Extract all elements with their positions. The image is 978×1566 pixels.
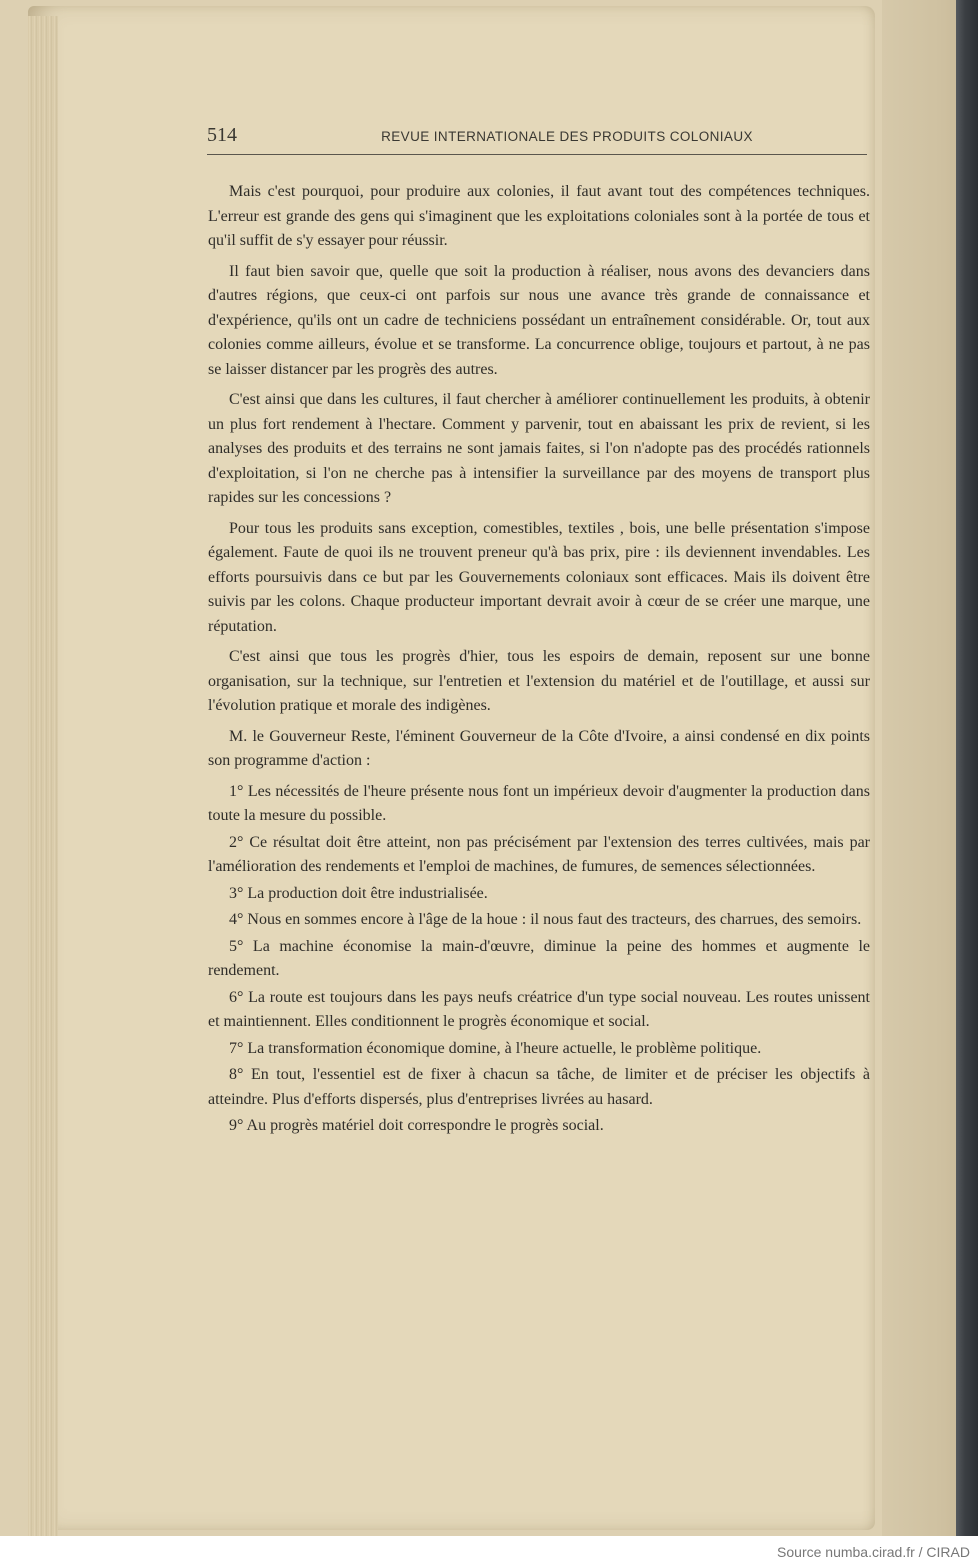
paragraph: C'est ainsi que tous les progrès d'hier, tous les espoirs de demain, reposent sur une bonne organisation, sur la technique, sur l'entretien et l'extension du matériel et de l'outillage, et aussi sur l'évolution pratique et morale des indigènes.: [208, 648, 870, 714]
page-stack-edge: [28, 16, 58, 1536]
program-point: 3° La production doit être industrialisée.: [229, 884, 488, 902]
program-point: 2° Ce résultat doit être atteint, non pas précisément par l'extension des terres cultivées, mais par l'amélioration des rendements et l'emploi de machines, de fumures, de semences sélectionnées.: [208, 833, 870, 875]
program-point: 6° La route est toujours dans les pays neufs créatrice d'un type social nouveau. Les routes unissent et maintiennent. Elles conditionnent le progrès économique et social.: [208, 988, 870, 1030]
program-point: 9° Au progrès matériel doit correspondre le progrès social.: [229, 1117, 604, 1134]
running-header: [207, 120, 867, 155]
paragraph: M. le Gouverneur Reste, l'éminent Gouverneur de la Côte d'Ivoire, a ainsi condensé en dix points son programme d'action :: [208, 727, 870, 769]
page-number: 514: [207, 124, 237, 146]
source-credit: Source numba.cirad.fr / CIRAD: [777, 1544, 970, 1560]
paragraph: Il faut bien savoir que, quelle que soit la production à réaliser, nous avons des devanciers dans d'autres régions, que ceux-ci ont parfois sur nous une avance très grande de connaissance et d'expérience, qu'ils ont un cadre de techniciens possédant un entraînement considérable. Or, tout aux colonies comme ailleurs, évolue et se transforme. La concurrence oblige, toujours et partout, à ne pas se laisser distancer par les progrès des autres.: [208, 262, 870, 378]
book-cover-edge: [956, 0, 978, 1536]
program-point: 8° En tout, l'essentiel est de fixer à chacun sa tâche, de limiter et de préciser les objectifs à atteindre. Plus d'efforts dispersés, plus d'entreprises livrées au hasard.: [208, 1066, 870, 1108]
program-point: 1° Les nécessités de l'heure présente nous font un impérieux devoir d'augmenter la production dans toute la mesure du possible.: [208, 782, 870, 824]
article-body: [208, 180, 870, 1139]
paragraph: Mais c'est pourquoi, pour produire aux colonies, il faut avant tout des compétences techniques. L'erreur est grande des gens qui s'imaginent que les exploitations coloniales sont à la portée de tous et qu'il suffit de s'y essayer pour réussir.: [208, 183, 870, 249]
program-point: 5° La machine économise la main-d'œuvre, diminue la peine des hommes et augmente le rendement.: [208, 937, 870, 979]
program-point: 7° La transformation économique domine, à l'heure actuelle, le problème politique.: [229, 1039, 762, 1057]
paragraph: C'est ainsi que dans les cultures, il faut chercher à améliorer continuellement les produits, à obtenir un plus fort rendement à l'hectare. Comment y parvenir, tout en abaissant les prix de revient, si les analyses des produits et des terrains ne sont jamais faites, si l'on n'adopte pas des procédés rationnels d'exploitation, si l'on ne cherche pas à intensifier la surveillance par des moyens de transport plus rapides sur les concessions ?: [208, 391, 870, 506]
footer-bar: [0, 1536, 978, 1566]
program-point: 4° Nous en sommes encore à l'âge de la houe : il nous faut des tracteurs, des charrues, des semoirs.: [229, 911, 862, 928]
journal-title: REVUE INTERNATIONALE DES PRODUITS COLONIAUX: [381, 129, 753, 144]
paragraph: Pour tous les produits sans exception, comestibles, textiles , bois, une belle présentation s'impose également. Faute de quoi ils ne trouvent preneur qu'à bas prix, pire : ils deviennent invendables. Les efforts poursuivis dans ce but par les Gouvernements coloniaux sont efficaces. Mais ils doivent être suivis par les colons. Chaque producteur important devrait avoir à cœur de se créer une marque, une réputation.: [208, 519, 870, 635]
